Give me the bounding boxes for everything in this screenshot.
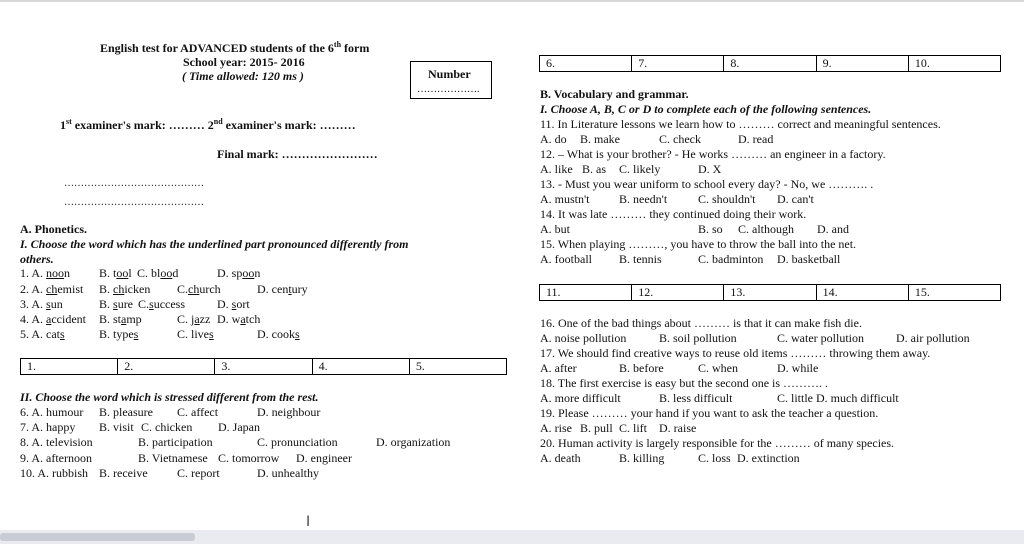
phonetics-option: D. cooks bbox=[257, 327, 300, 341]
answer-cell[interactable]: 11. bbox=[540, 285, 632, 300]
stress-option: 6. A. humour bbox=[20, 405, 84, 419]
answer-option[interactable]: A. more difficult bbox=[540, 391, 621, 405]
question-stem: 19. Please ……… your hand if you want to ask the teacher a question. bbox=[540, 406, 879, 420]
answer-option[interactable]: B. soil pollution bbox=[659, 331, 737, 345]
answer-cell[interactable]: 13. bbox=[724, 285, 816, 300]
answer-option[interactable]: C. water pollution bbox=[777, 331, 864, 345]
stress-option: B. Vietnamese bbox=[138, 451, 208, 465]
phonetics-option: C.church bbox=[177, 282, 221, 296]
vocab-instruction: I. Choose A, B, C or D to complete each of the following sentences. bbox=[540, 102, 872, 116]
answer-option[interactable]: C. check bbox=[659, 132, 701, 146]
answer-option[interactable]: D. and bbox=[817, 222, 849, 236]
answer-cell[interactable]: 12. bbox=[632, 285, 724, 300]
answer-cell[interactable]: 6. bbox=[540, 56, 632, 71]
horizontal-scrollbar[interactable] bbox=[0, 530, 1024, 544]
answer-cell[interactable]: 3. bbox=[215, 359, 312, 374]
answer-cell[interactable]: 4. bbox=[313, 359, 410, 374]
stress-option: 10. A. rubbish bbox=[20, 466, 89, 480]
phonetics-option: 4. A. accident bbox=[20, 312, 86, 326]
question-stem: 16. One of the bad things about ……… is that it can make fish die. bbox=[540, 316, 862, 330]
dots-line-2: …………………………………… bbox=[64, 197, 204, 208]
answer-option[interactable]: A. football bbox=[540, 252, 592, 266]
question-stem: 12. – What is your brother? - He works ……… an engineer in a factory. bbox=[540, 147, 886, 161]
answer-option[interactable]: D. basketball bbox=[777, 252, 841, 266]
stress-option: 8. A. television bbox=[20, 435, 93, 449]
answer-cell[interactable]: 2. bbox=[118, 359, 215, 374]
answer-option[interactable]: C. shouldn't bbox=[698, 192, 756, 206]
phonetics-option: C. lives bbox=[177, 327, 214, 341]
answer-option[interactable]: A. mustn't bbox=[540, 192, 590, 206]
answer-cell[interactable]: 8. bbox=[724, 56, 816, 71]
phonetics-instruction-cont: others. bbox=[20, 252, 54, 266]
stress-option: D. unhealthy bbox=[257, 466, 319, 480]
dots-line-1: …………………………………… bbox=[64, 178, 204, 189]
section-a-title: A. Phonetics. bbox=[20, 222, 87, 236]
answer-cell[interactable]: 10. bbox=[914, 56, 930, 70]
question-stem: 20. Human activity is largely responsible for the ……… of many species. bbox=[540, 436, 895, 450]
final-mark: Final mark: …………………… bbox=[217, 147, 378, 161]
phonetics-option: C. blood bbox=[137, 266, 179, 280]
stress-option: D. engineer bbox=[296, 451, 352, 465]
phonetics-option: C.success bbox=[138, 297, 186, 311]
answer-cell[interactable]: 1. bbox=[21, 359, 118, 374]
school-year: School year: 2015- 2016 bbox=[183, 55, 305, 69]
stress-option: 9. A. afternoon bbox=[20, 451, 92, 465]
stress-option: B. pleasure bbox=[99, 405, 153, 419]
answer-option[interactable]: B. make bbox=[580, 132, 620, 146]
answer-box-vocab-1 bbox=[539, 284, 1001, 301]
stress-option: C. affect bbox=[177, 405, 219, 419]
answer-option[interactable]: B. less difficult bbox=[659, 391, 733, 405]
answer-option[interactable]: C. little bbox=[777, 391, 813, 405]
question-stem: 11. In Literature lessons we learn how to ……… correct and meaningful sentences. bbox=[540, 117, 941, 131]
phonetics-option: D. watch bbox=[217, 312, 261, 326]
stress-option: D. neighbour bbox=[257, 405, 321, 419]
phonetics-option: D. spoon bbox=[217, 266, 261, 280]
scrollbar-thumb[interactable] bbox=[0, 533, 195, 541]
phonetics-option: B. chicken bbox=[99, 282, 151, 296]
answer-option[interactable]: A. but bbox=[540, 222, 570, 236]
answer-option[interactable]: B. so bbox=[698, 222, 723, 236]
time-allowed: ( Time allowed: 120 ms ) bbox=[182, 69, 304, 83]
examiner-marks: 1st examiner's mark: ……… 2nd examiner's mark: ……… bbox=[60, 117, 356, 132]
stress-option: B. participation bbox=[138, 435, 213, 449]
answer-option[interactable]: B. as bbox=[582, 162, 606, 176]
question-stem: 18. The first exercise is easy but the second one is ………. . bbox=[540, 376, 829, 390]
answer-option[interactable]: A. noise pollution bbox=[540, 331, 627, 345]
phonetics-option: B. tool bbox=[99, 266, 132, 280]
stress-option: B. receive bbox=[99, 466, 148, 480]
stress-option: D. Japan bbox=[218, 420, 260, 434]
answer-option[interactable]: B. tennis bbox=[619, 252, 662, 266]
section-b-title: B. Vocabulary and grammar. bbox=[540, 87, 689, 101]
answer-option[interactable]: D. extinction bbox=[737, 451, 800, 465]
answer-box-stress bbox=[539, 55, 1001, 72]
phonetics-option: D. century bbox=[257, 282, 308, 296]
answer-option[interactable]: D. read bbox=[738, 132, 774, 146]
answer-option[interactable]: C. when bbox=[698, 361, 738, 375]
answer-option[interactable]: D. much difficult bbox=[816, 391, 899, 405]
stress-option: C. chicken bbox=[141, 420, 193, 434]
answer-option[interactable]: A. after bbox=[540, 361, 577, 375]
answer-option[interactable]: B. killing bbox=[619, 451, 665, 465]
answer-option[interactable]: D. raise bbox=[659, 421, 697, 435]
phonetics-option: B. sure bbox=[99, 297, 134, 311]
question-stem: 15. When playing ………, you have to throw the ball into the net. bbox=[540, 237, 857, 251]
stress-option: B. visit bbox=[99, 420, 134, 434]
answer-box-phonetics bbox=[20, 358, 507, 375]
answer-option[interactable]: C. badminton bbox=[698, 252, 764, 266]
answer-option[interactable]: A. rise bbox=[540, 421, 572, 435]
stress-option: C. tomorrow bbox=[218, 451, 280, 465]
answer-cell[interactable]: 5. bbox=[415, 359, 425, 373]
text-cursor-icon: I bbox=[306, 514, 311, 530]
answer-option[interactable]: D. can't bbox=[777, 192, 814, 206]
phonetics-option: 1. A. noon bbox=[20, 266, 71, 280]
answer-option[interactable]: D. air pollution bbox=[896, 331, 970, 345]
answer-option[interactable]: C. likely bbox=[619, 162, 661, 176]
stress-option: C. report bbox=[177, 466, 220, 480]
answer-option[interactable]: D. X bbox=[698, 162, 722, 176]
number-dots: ………………. bbox=[417, 84, 480, 95]
answer-option[interactable]: D. while bbox=[777, 361, 819, 375]
answer-option[interactable]: B. before bbox=[619, 361, 664, 375]
answer-option[interactable]: B. pull bbox=[580, 421, 613, 435]
phonetics-option: 2. A. chemist bbox=[20, 282, 84, 296]
phonetics-option: B. types bbox=[99, 327, 139, 341]
stress-option: 7. A. happy bbox=[20, 420, 76, 434]
answer-cell[interactable]: 15. bbox=[914, 285, 930, 299]
question-stem: 13. - Must you wear uniform to school every day? - No, we ………. . bbox=[540, 177, 874, 191]
answer-option[interactable]: A. death bbox=[540, 451, 581, 465]
question-stem: 14. It was late ……… they continued doing their work. bbox=[540, 207, 807, 221]
phonetics-option: 3. A. sun bbox=[20, 297, 63, 311]
answer-option[interactable]: A. do bbox=[540, 132, 567, 146]
number-label: Number bbox=[428, 67, 471, 81]
window-top-border bbox=[0, 0, 1024, 2]
answer-option[interactable]: B. needn't bbox=[619, 192, 668, 206]
answer-option[interactable]: C. loss bbox=[698, 451, 731, 465]
phonetics-option: D. sort bbox=[217, 297, 250, 311]
stress-option: C. pronunciation bbox=[257, 435, 338, 449]
stress-option: D. organization bbox=[376, 435, 451, 449]
answer-cell[interactable]: 9. bbox=[817, 56, 909, 71]
answer-cell[interactable]: 7. bbox=[632, 56, 724, 71]
stress-instruction: II. Choose the word which is stressed different from the rest. bbox=[20, 390, 319, 404]
test-title: English test for ADVANCED students of the 6th form bbox=[100, 40, 370, 55]
answer-option[interactable]: C. although bbox=[738, 222, 794, 236]
phonetics-option: 5. A. cats bbox=[20, 327, 65, 341]
phonetics-option: B. stamp bbox=[99, 312, 142, 326]
phonetics-option: C. jazz bbox=[177, 312, 211, 326]
answer-option[interactable]: C. lift bbox=[619, 421, 648, 435]
answer-cell[interactable]: 14. bbox=[817, 285, 909, 300]
number-box bbox=[410, 61, 492, 99]
question-stem: 17. We should find creative ways to reuse old items ……… throwing them away. bbox=[540, 346, 931, 360]
phonetics-instruction: I. Choose the word which has the underlined part pronounced differently from bbox=[20, 237, 409, 251]
answer-option[interactable]: A. like bbox=[540, 162, 573, 176]
